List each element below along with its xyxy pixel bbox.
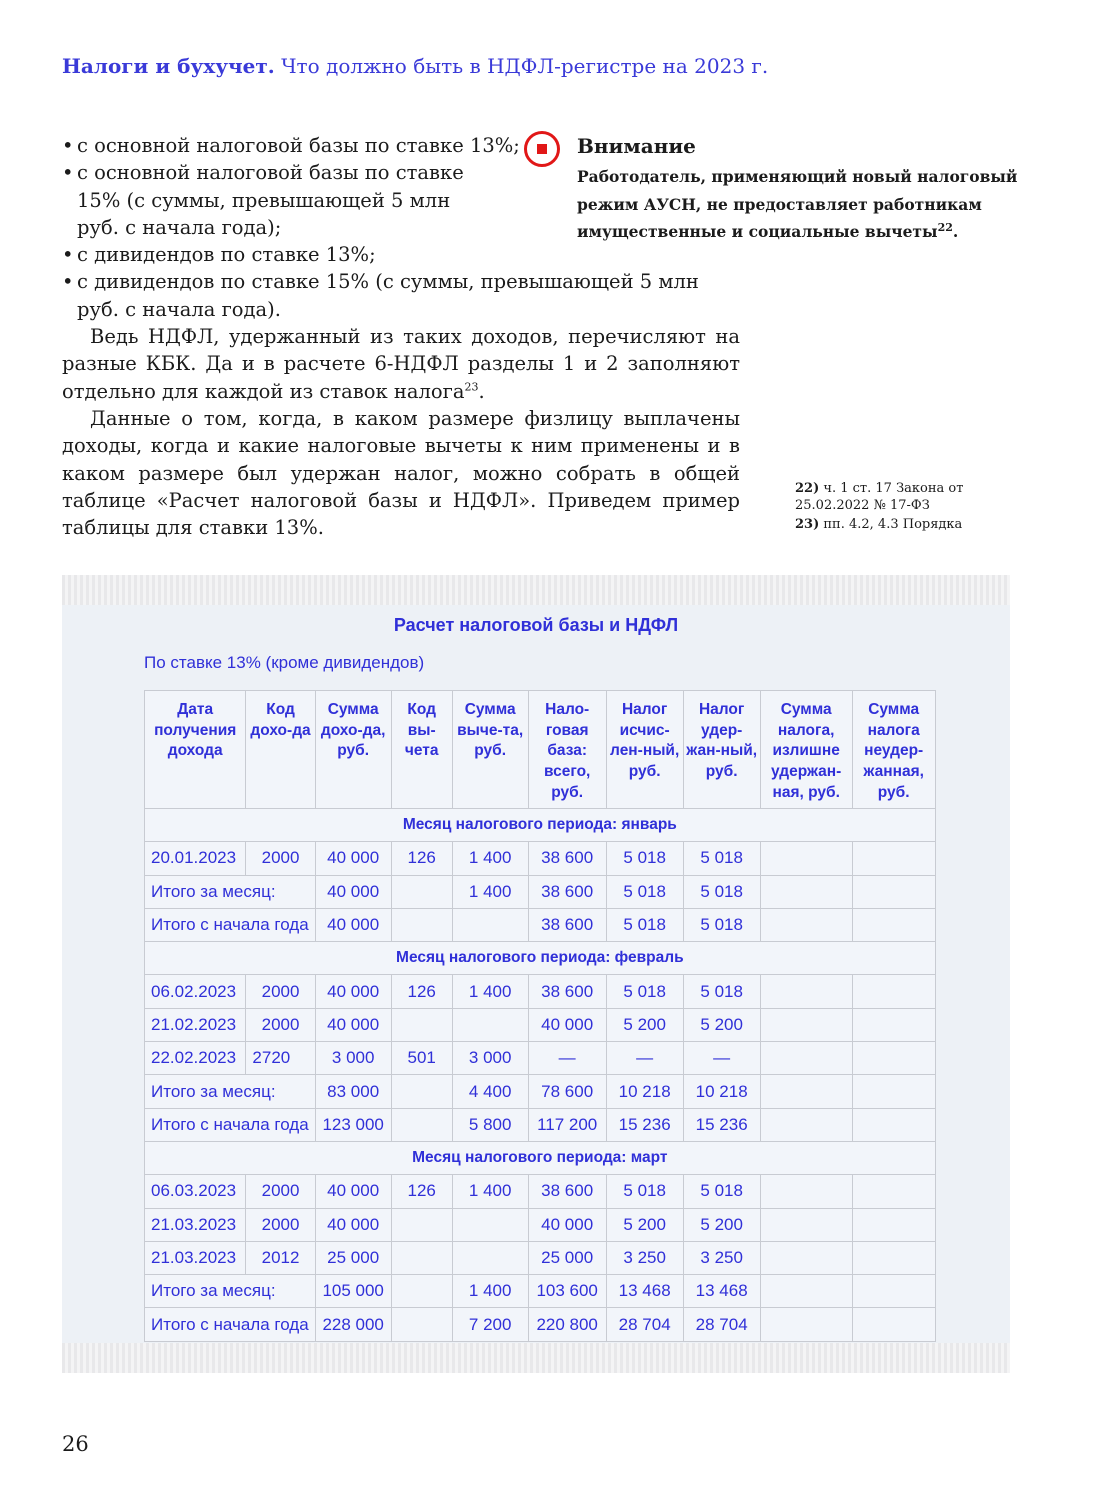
table-cell: 1 400 <box>452 1175 528 1208</box>
table-cell: 21.03.2023 <box>145 1208 246 1241</box>
tax-calc-table <box>144 690 936 1342</box>
table-cell <box>391 1275 452 1308</box>
table-cell: 3 000 <box>452 1042 528 1075</box>
table-cell: 40 000 <box>315 875 391 908</box>
footnote: 22) ч. 1 ст. 17 Закона от 25.02.2022 № 17-ФЗ <box>795 481 964 513</box>
table-cell <box>852 1208 935 1241</box>
panel-top-border <box>62 575 1010 605</box>
table-cell: Итого за месяц: <box>145 875 316 908</box>
table-cell: 2000 <box>246 842 315 875</box>
table-cell <box>852 1008 935 1041</box>
table-cell <box>852 1175 935 1208</box>
table-cell <box>760 1075 852 1108</box>
table-cell: — <box>606 1042 683 1075</box>
column-header: Налог удер-жан-ный, руб. <box>683 691 760 809</box>
table-cell: 1 400 <box>452 1275 528 1308</box>
table-cell: 2000 <box>246 975 315 1008</box>
table-cell: 1 400 <box>452 842 528 875</box>
table-cell: 06.02.2023 <box>145 975 246 1008</box>
table-cell: 28 704 <box>606 1308 683 1341</box>
table-cell <box>852 1275 935 1308</box>
table-cell <box>391 875 452 908</box>
table-cell: 2000 <box>246 1175 315 1208</box>
table-cell: 5 018 <box>606 908 683 941</box>
table-cell <box>852 1241 935 1274</box>
column-header: Нало-говая база: всего, руб. <box>528 691 606 809</box>
table-cell: 5 018 <box>683 908 760 941</box>
month-row <box>145 1141 936 1174</box>
table-row <box>145 1241 936 1274</box>
panel-bottom-border <box>62 1343 1010 1373</box>
table-cell <box>760 1241 852 1274</box>
table-cell <box>391 1075 452 1108</box>
table-cell: Месяц налогового периода: март <box>145 1141 936 1174</box>
table-cell <box>852 975 935 1008</box>
table-header-row <box>145 691 936 809</box>
table-cell <box>760 1108 852 1141</box>
table-cell: 28 704 <box>683 1308 760 1341</box>
table-cell: Итого с начала года <box>145 1308 316 1341</box>
table-body <box>145 809 936 1342</box>
table-cell: 7 200 <box>452 1308 528 1341</box>
table-cell: 5 200 <box>606 1008 683 1041</box>
list-item: • с основной налоговой базы по ставке 15% (с суммы, превышающей 5 млн руб. с начала года); <box>62 159 487 241</box>
table-cell <box>852 1308 935 1341</box>
column-header: Код дохо-да <box>246 691 315 809</box>
list-item: • с дивидендов по ставке 15% (с суммы, превышающей 5 млн руб. с начала года). <box>62 268 740 323</box>
table-title: Расчет налоговой базы и НДФЛ <box>393 615 679 635</box>
table-cell: 38 600 <box>528 875 606 908</box>
table-cell: 40 000 <box>528 1008 606 1041</box>
table-cell <box>452 1208 528 1241</box>
table-cell: 2000 <box>246 1208 315 1241</box>
table-cell: 1 400 <box>452 875 528 908</box>
total-row <box>145 875 936 908</box>
table-cell: 5 018 <box>606 1175 683 1208</box>
list-item: • с дивидендов по ставке 13%; <box>62 241 740 268</box>
column-header: Код вы-чета <box>391 691 452 809</box>
table-cell: 40 000 <box>315 975 391 1008</box>
footnote-ref: 23 <box>464 380 479 394</box>
table-cell: 13 468 <box>683 1275 760 1308</box>
table-cell: 40 000 <box>315 1175 391 1208</box>
table-cell: 501 <box>391 1042 452 1075</box>
table-cell <box>391 908 452 941</box>
table-cell: 40 000 <box>315 908 391 941</box>
table-row <box>145 975 936 1008</box>
table-cell: 15 236 <box>683 1108 760 1141</box>
table-cell <box>452 1241 528 1274</box>
table-cell: 5 018 <box>606 875 683 908</box>
attention-title: Внимание <box>577 134 696 158</box>
attention-text: Работодатель, применяющий новый налоговый режим АУСН, не предоставляет работникам имущественные и социальные вычеты$^{22}$. <box>577 167 1018 241</box>
table-cell: 15 236 <box>606 1108 683 1141</box>
total-row <box>145 1108 936 1141</box>
table-cell: 5 200 <box>606 1208 683 1241</box>
table-cell: 3 250 <box>683 1241 760 1274</box>
table-row <box>145 1175 936 1208</box>
table-cell: 103 600 <box>528 1275 606 1308</box>
table-cell <box>760 1308 852 1341</box>
table-cell <box>852 1042 935 1075</box>
table-cell <box>852 1108 935 1141</box>
table-cell <box>760 842 852 875</box>
table-cell: 38 600 <box>528 975 606 1008</box>
table-cell: 105 000 <box>315 1275 391 1308</box>
column-header: Сумма дохо-да, руб. <box>315 691 391 809</box>
table-cell: 2720 <box>246 1042 315 1075</box>
table-cell: 126 <box>391 842 452 875</box>
attention-icon <box>524 131 560 167</box>
column-header: Сумма налога, излишне удержан-ная, руб. <box>760 691 852 809</box>
table-cell: 38 600 <box>528 1175 606 1208</box>
table-cell <box>760 1042 852 1075</box>
table-cell: 5 018 <box>606 975 683 1008</box>
table-cell <box>760 975 852 1008</box>
table-cell: 21.02.2023 <box>145 1008 246 1041</box>
paragraph-2: Данные о том, когда, в каком размере физлицу выплачены доходы, когда и какие налоговые вычеты к ним применены и в каком размере был удержан налог, можно собрать в общей таблице «Расчет налоговой базы и НДФЛ». Приведем пример таблицы для ставки 13%. <box>62 406 740 540</box>
table-cell: Итого за месяц: <box>145 1075 316 1108</box>
total-row <box>145 1075 936 1108</box>
table-cell: Итого за месяц: <box>145 1275 316 1308</box>
table-cell: 06.03.2023 <box>145 1175 246 1208</box>
table-cell: 10 218 <box>683 1075 760 1108</box>
page-header <box>62 54 768 78</box>
table-cell: 13 468 <box>606 1275 683 1308</box>
table-cell: 40 000 <box>315 1008 391 1041</box>
table-cell: 4 400 <box>452 1075 528 1108</box>
table-cell: 83 000 <box>315 1075 391 1108</box>
table-cell: 38 600 <box>528 908 606 941</box>
table-cell: 5 018 <box>606 842 683 875</box>
table-cell: 3 250 <box>606 1241 683 1274</box>
table-cell: 1 400 <box>452 975 528 1008</box>
table-cell <box>852 842 935 875</box>
table-cell: 40 000 <box>528 1208 606 1241</box>
table-row <box>145 1208 936 1241</box>
total-row <box>145 908 936 941</box>
table-cell: 40 000 <box>315 1208 391 1241</box>
footnotes <box>795 480 995 535</box>
table-cell: 38 600 <box>528 842 606 875</box>
table-row <box>145 1008 936 1041</box>
table-row <box>145 842 936 875</box>
column-header: Сумма налога неудер-жанная, руб. <box>852 691 935 809</box>
table-cell <box>760 1275 852 1308</box>
table-cell <box>852 875 935 908</box>
table-cell: 220 800 <box>528 1308 606 1341</box>
list-item: • с основной налоговой базы по ставке 13%; <box>62 132 740 159</box>
table-cell <box>452 908 528 941</box>
table-cell: 2012 <box>246 1241 315 1274</box>
table-cell: 5 200 <box>683 1008 760 1041</box>
table-cell <box>852 908 935 941</box>
table-cell: Месяц налогового периода: февраль <box>145 942 936 975</box>
table-cell: 5 200 <box>683 1208 760 1241</box>
table-cell <box>452 1008 528 1041</box>
table-cell <box>760 875 852 908</box>
column-header: Дата получения дохода <box>145 691 246 809</box>
table-cell: — <box>683 1042 760 1075</box>
table-cell <box>391 1308 452 1341</box>
table-cell: 5 800 <box>452 1108 528 1141</box>
table-row <box>145 1042 936 1075</box>
table-cell <box>760 1175 852 1208</box>
total-row <box>145 1308 936 1341</box>
table-cell: 25 000 <box>315 1241 391 1274</box>
table-cell: 126 <box>391 1175 452 1208</box>
table-cell <box>760 1208 852 1241</box>
footnote: 23) пп. 4.2, 4.3 Порядка <box>795 517 963 532</box>
table-cell: 5 018 <box>683 842 760 875</box>
month-row <box>145 942 936 975</box>
table-cell <box>391 1008 452 1041</box>
footnote-ref: 22 <box>937 220 953 234</box>
table-cell: 5 018 <box>683 875 760 908</box>
table-cell <box>760 908 852 941</box>
table-cell: 2000 <box>246 1008 315 1041</box>
table-cell <box>760 1008 852 1041</box>
table-cell: 25 000 <box>528 1241 606 1274</box>
table-cell: 228 000 <box>315 1308 391 1341</box>
table-subtitle: По ставке 13% (кроме дивидендов) <box>144 653 425 672</box>
column-header: Сумма выче-та, руб. <box>452 691 528 809</box>
table-cell: 5 018 <box>683 1175 760 1208</box>
paragraph-1: Ведь НДФЛ, удержанный из таких доходов, перечисляют на разные КБК. Да и в расчете 6-НДФЛ разделы 1 и 2 заполняют отдельно для каждой из ставок налога$^{23}$. <box>62 325 740 403</box>
table-cell: 5 018 <box>683 975 760 1008</box>
table-cell: 22.02.2023 <box>145 1042 246 1075</box>
table-cell <box>391 1241 452 1274</box>
table-cell <box>852 1075 935 1108</box>
page-number: 26 <box>62 1432 89 1456</box>
header-section: Налоги и бухучет. <box>62 54 275 78</box>
table-cell: 78 600 <box>528 1075 606 1108</box>
table-cell: 126 <box>391 975 452 1008</box>
table-cell: 40 000 <box>315 842 391 875</box>
total-row <box>145 1275 936 1308</box>
month-row <box>145 809 936 842</box>
table-cell <box>391 1208 452 1241</box>
table-cell: — <box>528 1042 606 1075</box>
table-cell: 123 000 <box>315 1108 391 1141</box>
table-cell: 117 200 <box>528 1108 606 1141</box>
table-cell: 20.01.2023 <box>145 842 246 875</box>
column-header: Налог исчис-лен-ный, руб. <box>606 691 683 809</box>
table-cell: 21.03.2023 <box>145 1241 246 1274</box>
table-cell: Итого с начала года <box>145 908 316 941</box>
table-cell: Итого с начала года <box>145 1108 316 1141</box>
table-cell: Месяц налогового периода: январь <box>145 809 936 842</box>
table-cell: 3 000 <box>315 1042 391 1075</box>
table-cell <box>391 1108 452 1141</box>
table-cell: 10 218 <box>606 1075 683 1108</box>
header-title: Что должно быть в НДФЛ-регистре на 2023 г. <box>281 54 769 78</box>
